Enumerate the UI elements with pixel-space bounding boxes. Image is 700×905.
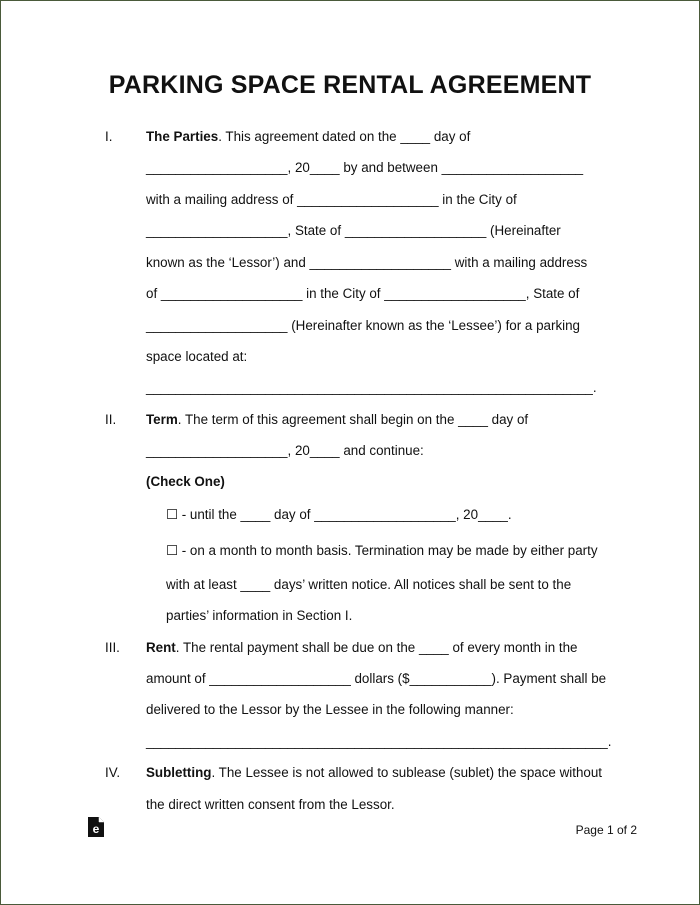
section-heading: Term bbox=[146, 412, 178, 427]
section-text: . The term of this agreement shall begin on the ____ day of bbox=[177, 412, 529, 427]
section-numeral: I. bbox=[105, 129, 113, 144]
section-line: ___________________, State of ___________________ (Hereinafter bbox=[146, 223, 561, 238]
section-numeral: II. bbox=[105, 412, 117, 427]
section-first-line bbox=[146, 128, 470, 146]
eforms-logo-icon bbox=[87, 816, 105, 838]
section-line: of ___________________ in the City of ___________________, State of bbox=[146, 286, 580, 301]
section-numeral: III. bbox=[105, 640, 120, 655]
section-line: parties’ information in Section I. bbox=[166, 608, 353, 623]
section-numeral: IV. bbox=[105, 765, 121, 780]
section-first-line bbox=[146, 764, 602, 782]
section-line: ______________________________________________________________. bbox=[146, 734, 612, 749]
svg-text:e: e bbox=[92, 822, 100, 836]
section-line: ___________________, 20____ by and between ___________________ bbox=[146, 160, 584, 175]
section-heading: Subletting bbox=[146, 765, 212, 780]
section-line: with a mailing address of ___________________ in the City of bbox=[146, 192, 517, 207]
section-line: known as the ‘Lessor’) and ___________________ with a mailing address bbox=[146, 255, 588, 270]
section-text: . This agreement dated on the ____ day of bbox=[218, 129, 471, 144]
section-text: . The rental payment shall be due on the ____ of every month in the bbox=[175, 640, 578, 655]
section-line: the direct written consent from the Lessor. bbox=[146, 797, 395, 812]
section-heading: Rent bbox=[146, 640, 176, 655]
section-line: ___________________ (Hereinafter known as the ‘Lessee’) for a parking bbox=[146, 318, 581, 333]
section-line: ___________________, 20____ and continue: bbox=[146, 443, 424, 458]
section-line: ____________________________________________________________. bbox=[146, 380, 597, 395]
section-text: . The Lessee is not allowed to sublease (sublet) the space without bbox=[211, 765, 603, 780]
section-line: with at least ____ days’ written notice. All notices shall be sent to the bbox=[166, 577, 572, 592]
section-line: amount of ___________________ dollars ($___________). Payment shall be bbox=[146, 671, 607, 686]
check-one-label: (Check One) bbox=[146, 474, 225, 489]
checkbox-option-until: ☐ - until the ____ day of ___________________, 20____. bbox=[166, 507, 512, 522]
section-first-line bbox=[146, 639, 578, 657]
page-number: Page 1 of 2 bbox=[575, 823, 637, 837]
section-line: delivered to the Lessor by the Lessee in the following manner: bbox=[146, 702, 514, 717]
section-heading: The Parties bbox=[146, 129, 219, 144]
section-line: space located at: bbox=[146, 349, 248, 364]
checkbox-option-month-to-month: ☐ - on a month to month basis. Termination may be made by either party bbox=[166, 543, 598, 558]
document-title: PARKING SPACE RENTAL AGREEMENT bbox=[108, 71, 592, 99]
section-first-line bbox=[146, 411, 528, 429]
